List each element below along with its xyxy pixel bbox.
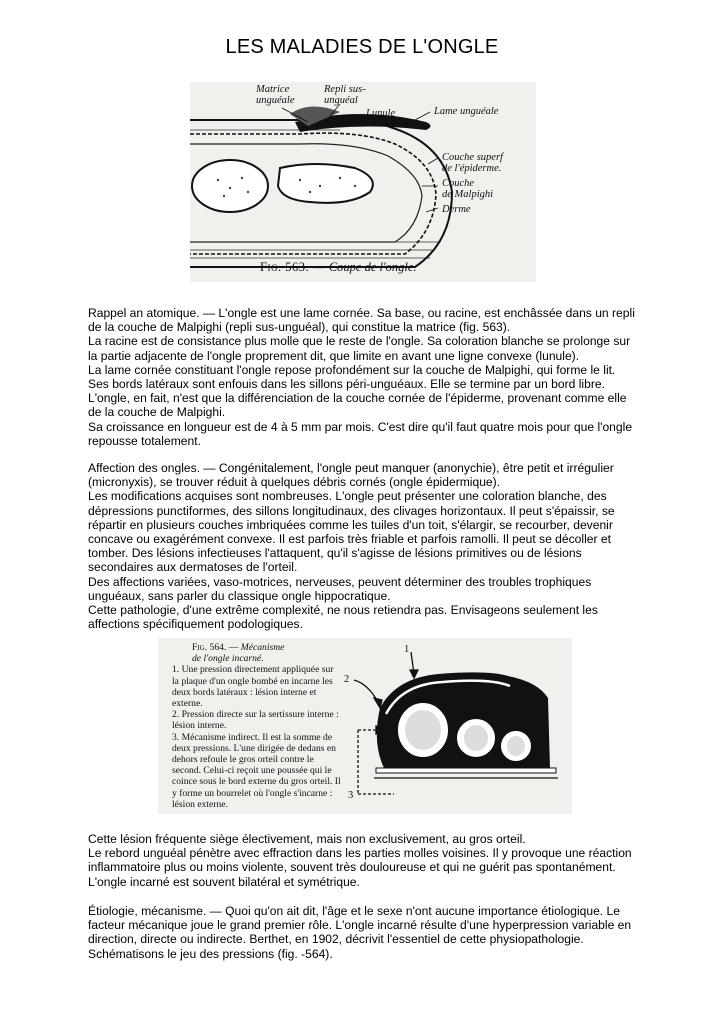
paragraph: L'ongle incarné est souvent bilatéral et symétrique. <box>88 874 360 889</box>
paragraph: Rappel an atomique. — L'ongle est une lame cornée. Sa base, ou racine, est enchâssée dans un repli de la couche de Malpighi (repli sus-unguéal), qui constitue la matrice (fig. 563). <box>88 306 635 335</box>
paragraph: La lame cornée constituant l'ongle repose profondément sur la couche de Malpighi, qui forme le lit. Ses bords latéraux sont enfouis dans les sillons péri-unguéaux. Elle se termine par un bord libre. <box>88 362 616 392</box>
section-lesion <box>88 832 636 889</box>
section-anatomy <box>88 306 636 448</box>
section-etiology <box>88 904 636 961</box>
paragraph: Des affections variées, vaso-motrices, nerveuses, peuvent déterminer des troubles trophiques unguéaux, sans parler du classique ongle hippocratique. <box>88 574 592 603</box>
paragraph: Les modifications acquises sont nombreuses. L'ongle peut présenter une coloration blanche, des dépressions punctiformes, des sillons longitudinaux, des clivages horizontaux. Il peut s'épaissir, se répartir en plusieurs couches imbriquées comme les tuiles d'un toit, s'élargir, se recourber, devenir concave ou exagérément convexe. Il est parfois très friable et parfois ramolli. Il peut se décoller et tomber. Des lésions infectieuses l'attaquent, qu'il s'agisse de lésions primitives ou de lésions secondaires aux dermatoses de l'orteil. <box>88 489 615 575</box>
label-lunule: Lunule <box>366 108 396 119</box>
figure-caption-text: Mécanisme de l'ongle incarné. <box>192 642 285 665</box>
arrow-label-3: 3 <box>348 790 354 801</box>
legend-item: 3. Mécanisme indirect. Il est la somme de deux pressions. L'une dirigée de dedans en dehors refoule le gros orteil contre le second. Celui-ci reçoit une poussée qui le coince sous le bord externe du gros orteil. Il y forme un bourrelet où l'ongle s'incarne : lésion externe. <box>172 731 341 810</box>
section-affections <box>88 461 636 631</box>
paragraph: Le rebord unguéal pénètre avec effraction dans les parties molles voisines. Il y provoque une réaction inflammatoire plus ou moins violente, souvent très douloureuse et qui ne guérit pas spontanément. <box>88 846 632 875</box>
page-title: LES MALADIES DE L'ONGLE <box>225 36 499 58</box>
paragraph: L'ongle, en fait, n'est que la différenciation de la couche cornée de l'épiderme, provenant comme elle de la couche de Malpighi. <box>88 391 627 420</box>
label-repli: Repli sus- unguéal <box>324 84 366 106</box>
label-lame: Lame unguéale <box>434 106 499 117</box>
figure-number: Fig. 564. — <box>192 642 239 653</box>
figure-number: Fig. 563. — <box>260 260 326 274</box>
label-derme: Derme <box>442 204 471 215</box>
paragraph: Cette lésion fréquente siège électivement, mais non exclusivement, au gros orteil. <box>88 832 526 846</box>
paragraph: Affection des ongles. — Congénitalement, l'ongle peut manquer (anonychie), être petit et irrégulier (micronyxis), se trouver réduit à quelques débris cornés (ongle épidermique). <box>88 461 614 490</box>
figure-ingrown-nail <box>158 638 572 814</box>
paragraph: Cette pathologie, d'une extrême complexité, ne nous retiendra pas. Envisageons seulement les affections spécifiquement podologiques. <box>88 603 598 632</box>
ingrown-nail-drawing <box>158 638 572 814</box>
arrow-label-1: 1 <box>404 644 410 655</box>
figure-nail-section <box>190 82 536 282</box>
legend-item: 2. Pression directe sur la sertissure interne : lésion interne. <box>172 709 339 732</box>
label-couche-malpighi: Couche de Malpighi <box>442 178 494 200</box>
label-couche-superf: Couche superf de l'épiderme. <box>442 152 503 174</box>
label-matrice: Matrice unguéale <box>256 84 295 106</box>
paragraph: Étiologie, mécanisme. — Quoi qu'on ait dit, l'âge et le sexe n'ont aucune importance étiologique. Le facteur mécanique joue le grand premier rôle. L'ongle incarné résulte d'une hyperpression variable en direction, directe ou indirecte. Berthet, en 1902, décrivit l'essentiel de cette physiopathologie. Schématisons le jeu des pressions (fig. -564). <box>88 904 632 961</box>
figure-caption-text: Coupe de l'ongle. <box>328 260 417 274</box>
legend-item: 1. Une pression directement appliquée sur la plaque d'un ongle bombé en incarne les deux bords latéraux : lésion interne et externe. <box>172 664 334 710</box>
figure-caption <box>260 260 417 275</box>
arrow-label-2: 2 <box>344 674 350 685</box>
paragraph: Sa croissance en longueur est de 4 à 5 mm par mois. C'est dire qu'il faut quatre mois pour que l'ongle repousse totalement. <box>88 419 633 448</box>
paragraph: La racine est de consistance plus molle que le reste de l'ongle. Sa coloration blanche se prolonge sur la partie adjacente de l'ongle proprement dit, que limite en avant une ligne convexe (lunule). <box>88 334 631 363</box>
